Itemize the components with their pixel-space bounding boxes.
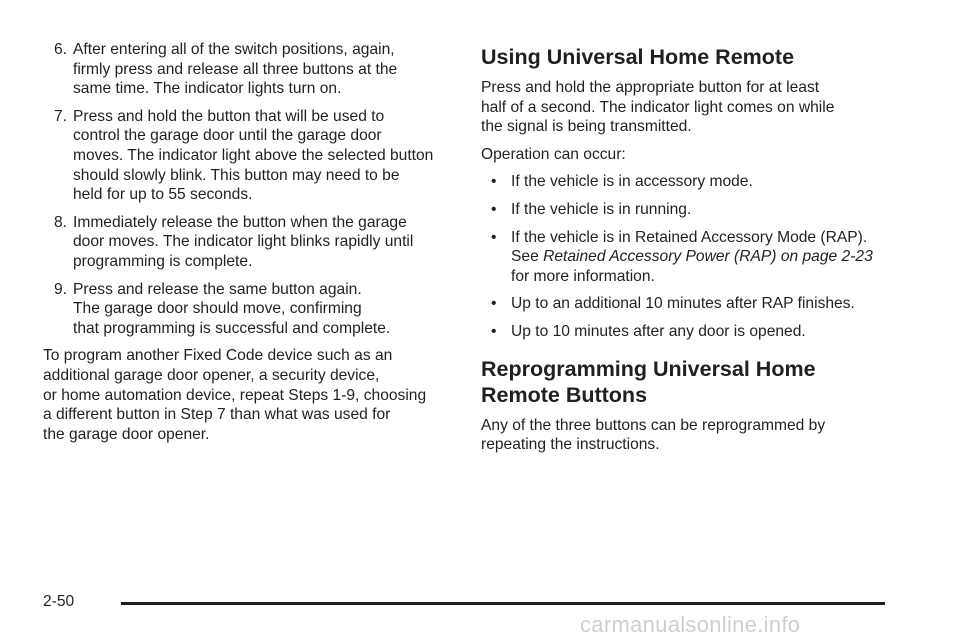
watermark: carmanualsonline.info (580, 612, 801, 637)
list-item (481, 228, 921, 287)
bullet-icon: • (491, 228, 497, 246)
more-info-text: for more information. (511, 267, 655, 285)
bullet-icon: • (491, 200, 497, 218)
section-heading-reprogramming: Reprogramming Universal Home Remote Buttons (481, 356, 816, 407)
step-number: 8. (53, 213, 67, 231)
list-item-text: Up to an additional 10 minutes after RAP finishes. (511, 295, 855, 313)
list-item-text (511, 228, 921, 287)
footer-rule (121, 602, 885, 605)
list-item (481, 172, 921, 192)
see-label: See (511, 248, 544, 266)
list-item-text: If the vehicle is in running. (511, 200, 692, 218)
list-item (481, 200, 921, 220)
rap-page-reference: Retained Accessory Power (RAP) on page 2-23 (543, 248, 873, 266)
list-item-text: If the vehicle is in accessory mode. (511, 173, 753, 191)
step-number: 9. (53, 280, 67, 298)
step-number: 6. (53, 41, 67, 58)
bullet-icon: • (491, 322, 497, 340)
step-text: Immediately release the button when the garage door moves. The indicator light blinks rapidly until programming is complete. (73, 213, 414, 270)
list-item-text: Up to 10 minutes after any door is opened. (511, 322, 806, 340)
bullet-icon: • (491, 295, 497, 313)
fixed-code-paragraph: To program another Fixed Code device such as an additional garage door opener, a security device, or home automation device, repeat Steps 1-9, choosing a different button in Step 7 than what was used for the garage door opener. (43, 347, 427, 443)
step-text: Press and release the same button again. The garage door should move, confirming that programming is successful and complete. (73, 280, 391, 337)
list-item (481, 322, 921, 342)
rap-mode-text: If the vehicle is in Retained Accessory Mode (RAP). (511, 228, 868, 246)
step-9 (43, 280, 455, 339)
reprogram-paragraph: Any of the three buttons can be reprogrammed by repeating the instructions. (481, 416, 826, 454)
section-heading-using-remote: Using Universal Home Remote (481, 45, 795, 69)
operation-list (481, 172, 921, 341)
operation-intro: Operation can occur: (481, 145, 626, 163)
page-number: 2-50 (43, 593, 75, 610)
step-number: 7. (53, 107, 67, 125)
step-8 (43, 213, 455, 272)
step-7 (43, 107, 455, 205)
bullet-icon: • (491, 173, 497, 191)
step-text: After entering all of the switch positions, again, firmly press and release all three buttons at the same time. The indicator lights turn on. (73, 41, 398, 98)
step-6 (43, 40, 455, 99)
step-text: Press and hold the button that will be used to control the garage door until the garage door moves. The indicator light above the selected button should slowly blink. This button may need to be held for up to 55 seconds. (73, 107, 434, 204)
press-hold-paragraph: Press and hold the appropriate button for at least half of a second. The indicator light comes on while the signal is being transmitted. (481, 79, 835, 136)
left-column (43, 40, 455, 452)
list-item (481, 294, 921, 314)
right-column (481, 44, 921, 463)
